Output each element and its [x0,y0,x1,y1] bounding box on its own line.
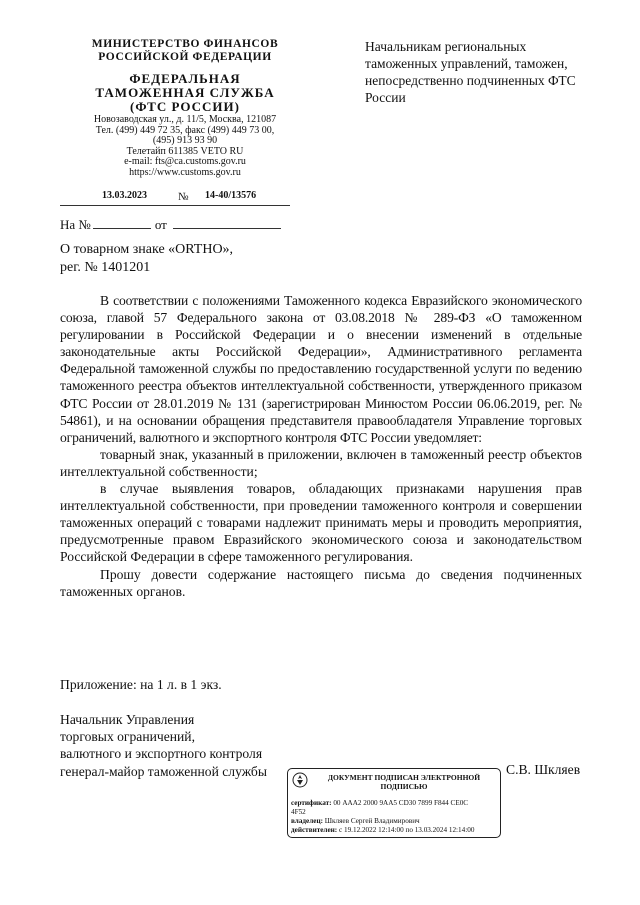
phone-line: Тел. (499) 449 72 35, факс (499) 449 73 00, [95,124,275,136]
number-sign: № [178,191,189,203]
signatory-line: Начальник Управления [60,712,195,727]
owner-value: Шкляев Сергей Владимирович [324,817,420,825]
certificate-label: сертификат: [291,799,332,807]
ministry-name [60,38,310,64]
reply-reference [60,217,281,233]
body-paragraph: товарный знак, указанный в приложении, включен в таможенный реестр объектов интеллектуальной собственности; [60,446,582,479]
owner-label: владелец: [291,817,323,825]
service-line: ФЕДЕРАЛЬНАЯ [129,71,241,86]
reply-date-blank [173,218,281,229]
stamp-title: ДОКУМЕНТ ПОДПИСАН ЭЛЕКТРОННОЙ ПОДПИСЬЮ [327,773,481,791]
teletype-line: Телетайп 611385 VETO RU [126,145,244,157]
validity-value: с 19.12.2022 12:14:00 по 13.03.2024 12:14:00 [339,826,475,834]
appendix-note: Приложение: на 1 л. в 1 экз. [60,677,222,692]
body-paragraph: В соответствии с положениями Таможенного кодекса Евразийского экономического союза, главой 57 Федерального закона от 03.08.2018 № 289-ФЗ «О таможенном регулировании в Российской Федерации и о внесении изменений в отдельные законодательные акты Российской Федерации», Административного регламента Федеральной таможенной службы по предоставлению государственной услуги по ведению таможенного реестра объектов интеллектуальной собственности, утвержденного приказом ФТС России от 28.01.2019 № 131 (зарегистрирован Минюстом России 06.06.2019, рег. № 54861), и на основании обращения представителя правообладателя Управление торговых ограничений, валютного и экспортного контроля ФТС России уведомляет: [60,293,582,445]
subject-line: О товарном знаке «ORTHO», [60,242,234,257]
registration-number: 14-40/13576 [205,190,257,201]
body-paragraph: Прошу довести содержание настоящего письма до сведения подчиненных таможенных органов. [60,566,582,599]
validity-row [291,826,497,835]
sender-address [60,115,310,178]
validity-label: действителен: [291,826,338,834]
signatory-line: валютного и экспортного контроля [60,746,263,762]
certificate-value: 00 AAA2 2000 9AA5 CD30 7899 F844 CE0C [333,799,469,807]
reply-number-blank [93,218,151,229]
owner-row [291,817,497,826]
stamp-details [291,799,497,835]
emblem-icon [292,772,308,788]
e-signature-stamp [287,768,501,838]
ministry-line: РОССИЙСКОЙ ФЕДЕРАЦИИ [98,51,272,63]
subject-line: рег. № 1401201 [60,260,151,275]
reply-date-label: от [154,217,167,232]
signatory-name: С.В. Шкляев [506,762,581,777]
signatory-line: генерал-майор таможенной службы [60,763,267,779]
phone-line: (495) 913 93 90 [152,135,218,146]
website-line: https://www.customs.gov.ru [129,166,241,178]
signatory-line: торговых ограничений, [60,729,195,745]
ministry-line: МИНИСТЕРСТВО ФИНАНСОВ [91,38,279,50]
addressee: Начальникам региональных таможенных управлений, таможен, непосредственно подчиненных ФТС России [365,39,576,105]
reply-number-label: На № [60,217,91,232]
registration-date: 13.03.2023 [102,190,147,201]
address-line: Новозаводская ул., д. 11/5, Москва, 121087 [93,114,277,125]
registration-underline [60,205,290,206]
letter-body [60,292,582,600]
service-line: ТАМОЖЕННАЯ СЛУЖБА [95,85,275,100]
registration-line [60,190,310,206]
signatory-title [60,711,267,780]
certificate-row [291,799,497,808]
subject [60,241,233,277]
certificate-value-cont: 4F52 [291,808,306,816]
email-line: e-mail: fts@ca.customs.gov.ru [124,156,246,167]
body-paragraph: в случае выявления товаров, обладающих признаками нарушения прав интеллектуальной собственности, при проведении таможенного контроля и совершении таможенных операций с товарами надлежит принимать меры и проводить мероприятия, предусмотренные правом Евразийского экономического союза и законодательством Российской Федерации в сфере таможенного регулирования. [60,481,582,565]
service-line: (ФТС РОССИИ) [130,99,240,114]
service-name [60,72,310,114]
